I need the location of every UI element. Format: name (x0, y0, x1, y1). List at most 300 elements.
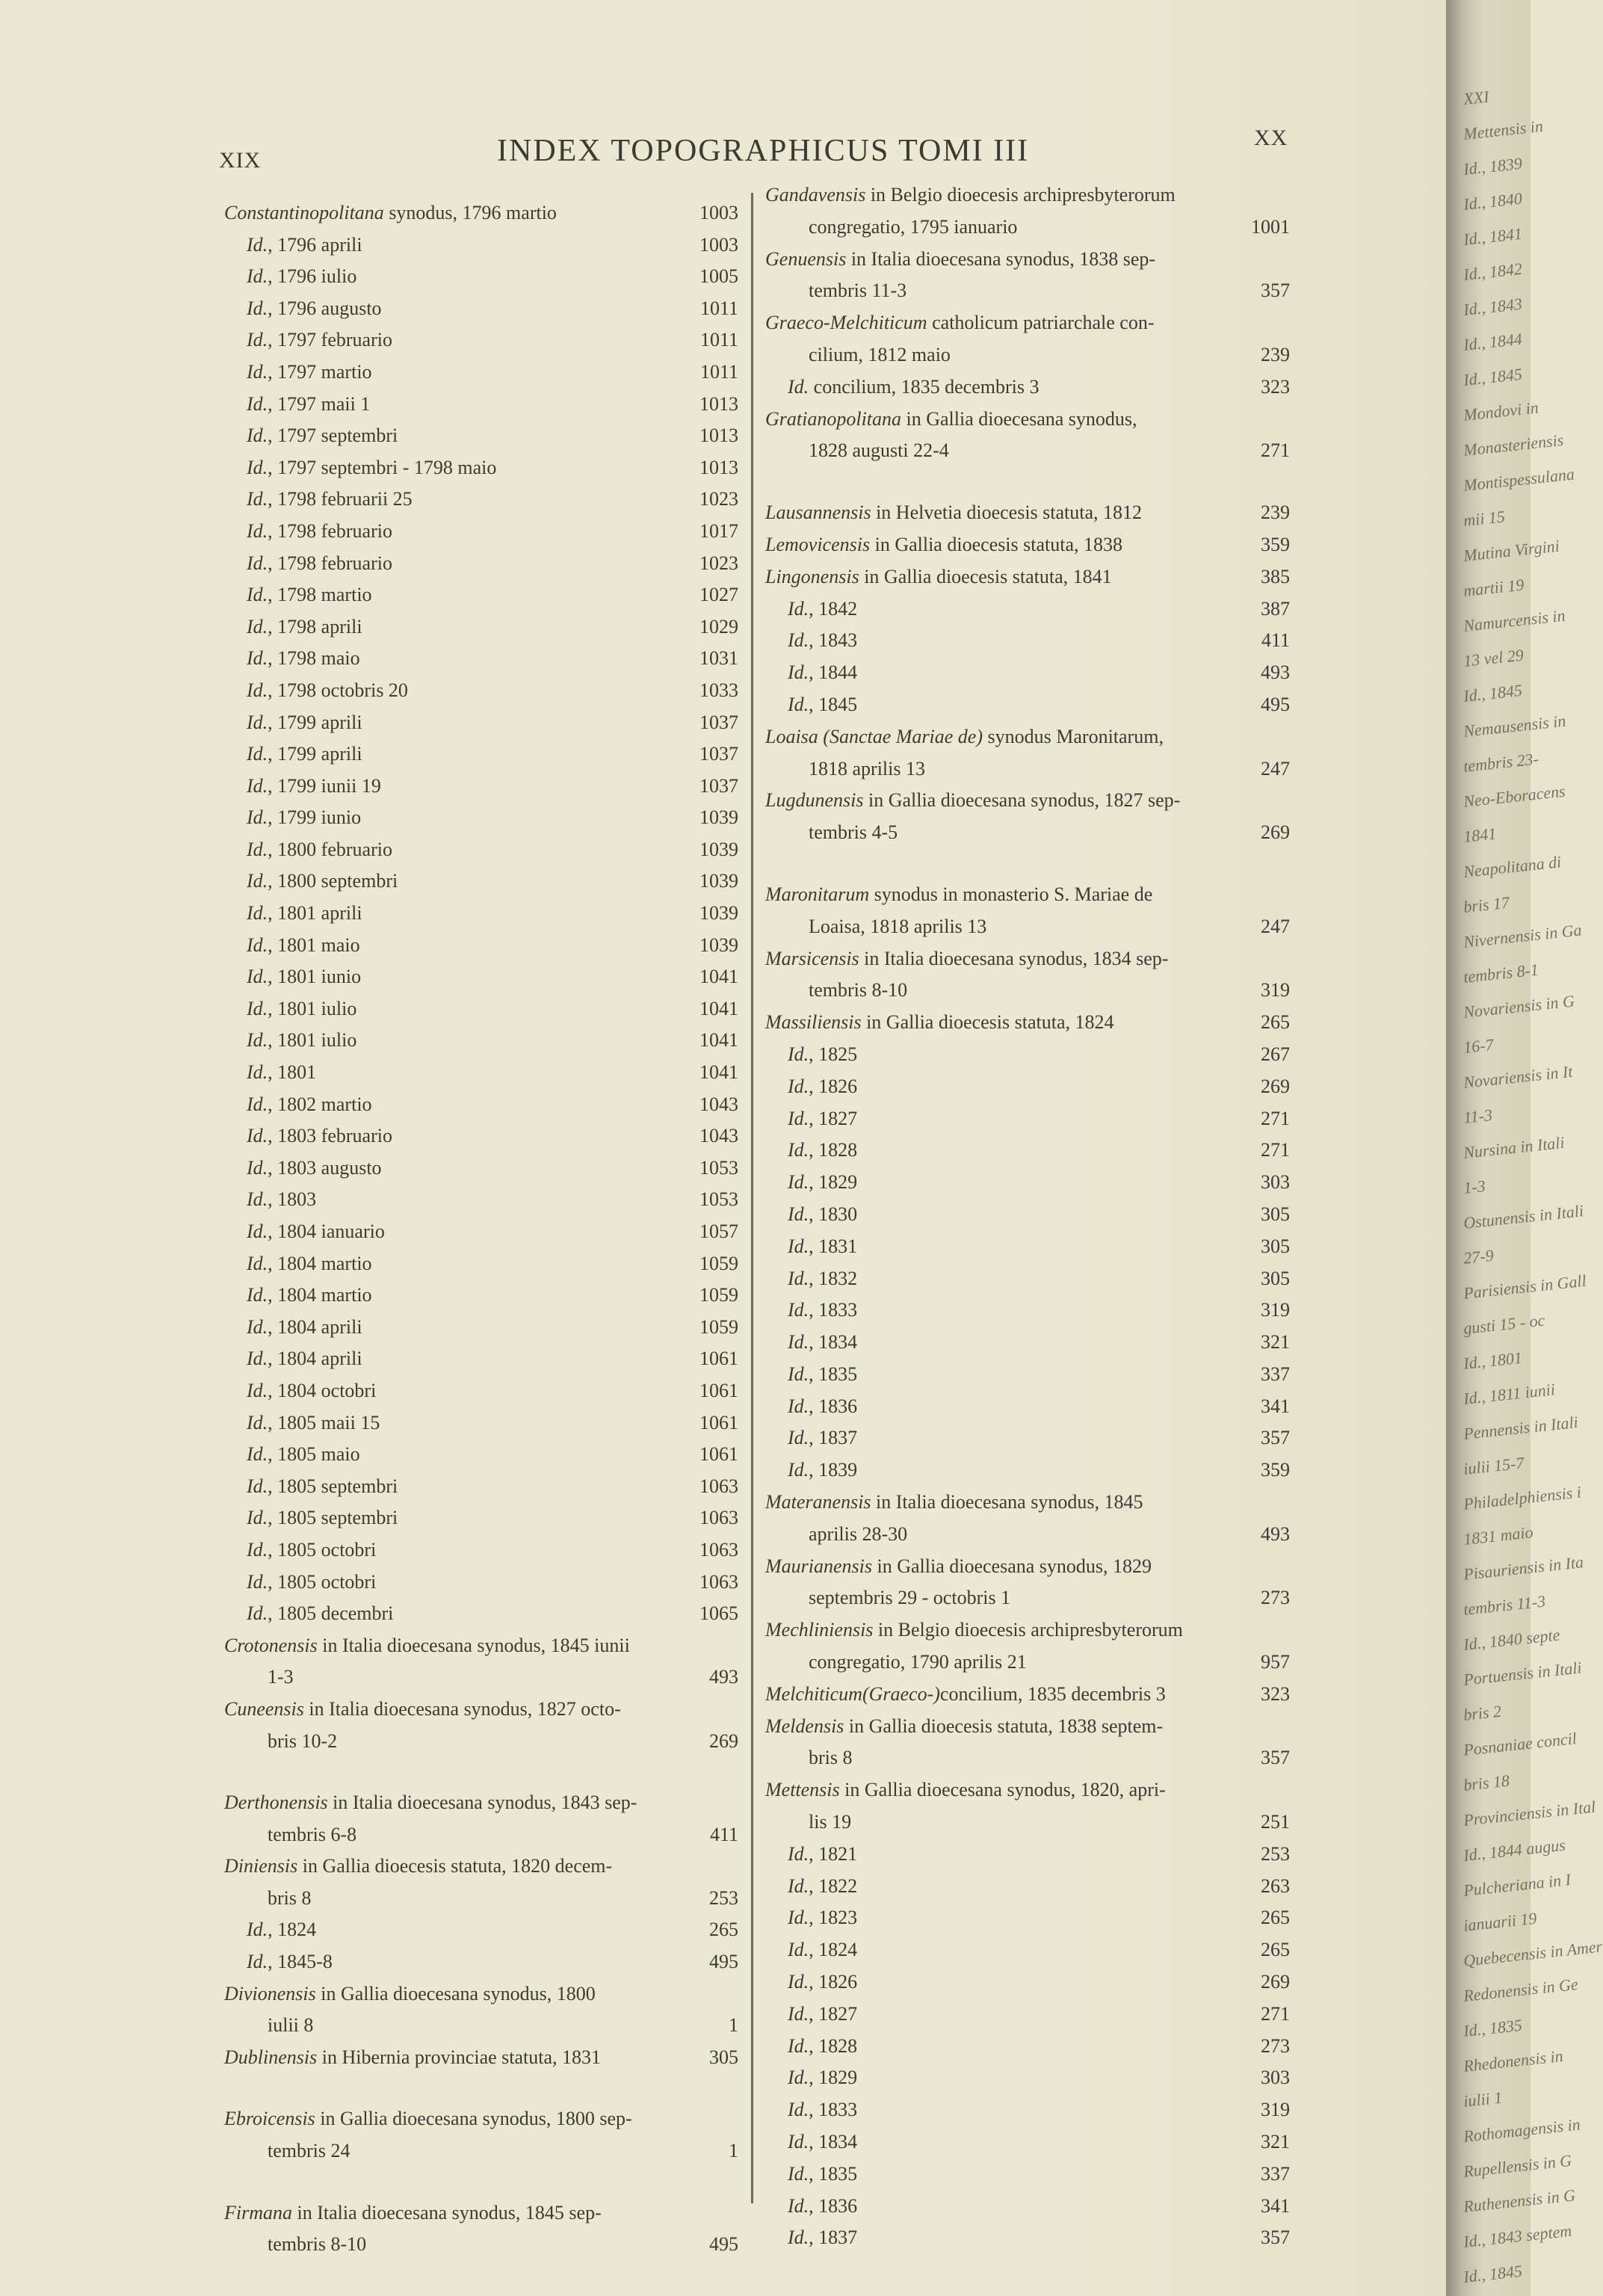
entry-text: , 1833 (809, 2099, 858, 2121)
entry-line (765, 404, 1290, 436)
page-reference: 495 (1261, 693, 1290, 715)
entry-line (765, 2062, 1290, 2094)
index-entry (765, 1231, 1290, 1263)
next-page-fragment: Rothomagensis in (1463, 2114, 1581, 2146)
page-reference: 1039 (699, 902, 738, 925)
idem-abbrev: Id. (788, 1203, 809, 1225)
entry-text: , 1801 iulio (268, 1029, 357, 1052)
entry-line (765, 1774, 1290, 1806)
entry-text: , 1824 (268, 1919, 317, 1941)
entry-continuation (765, 911, 1290, 943)
entry-text: in Italia dioecesana synodus, 1845 iunii (317, 1634, 630, 1656)
index-entry (224, 293, 738, 325)
entry-text: in Italia dioecesana synodus, 1834 sep- (859, 947, 1169, 969)
index-entry (224, 1978, 738, 2042)
next-page-fragment: 1-3 (1463, 1176, 1486, 1197)
page-reference: 1061 (699, 1443, 738, 1466)
entry-text: , 1803 augusto (268, 1156, 382, 1179)
page-reference: 1053 (699, 1156, 738, 1179)
entry-text: , 1834 (809, 1331, 858, 1354)
entry-continuation (224, 1726, 738, 1758)
next-page-fragment: bris 17 (1463, 892, 1511, 916)
page-reference: 1043 (699, 1125, 738, 1147)
page-reference: 1063 (699, 1570, 738, 1593)
next-page-fragment: gusti 15 - oc (1463, 1310, 1546, 1338)
index-entry (765, 179, 1290, 244)
entry-text: concilium, 1835 decembris 3 (939, 1682, 1166, 1705)
entry-line (224, 1694, 738, 1726)
idem-abbrev: Id. (788, 1331, 809, 1354)
idem-abbrev: Id. (247, 1443, 268, 1466)
idem-abbrev: Id. (247, 1315, 268, 1338)
index-entry (765, 1199, 1290, 1231)
entry-line (224, 261, 738, 293)
index-entry (224, 1407, 738, 1439)
idem-abbrev: Id. (788, 1107, 809, 1129)
entry-text: in Gallia dioecesis statuta, 1838 septem- (844, 1715, 1164, 1737)
page-reference: 357 (1261, 1427, 1290, 1449)
entry-line (224, 707, 738, 739)
entry-text: , 1804 martio (268, 1252, 372, 1274)
entry-line (765, 1327, 1290, 1359)
idem-abbrev: Id. (247, 1538, 268, 1561)
entry-line (765, 1454, 1290, 1487)
entry-text: , 1796 augusto (268, 297, 382, 319)
entry-line (765, 1487, 1290, 1519)
entry-text: , 1799 aprili (268, 743, 362, 765)
entry-line (765, 1871, 1290, 1903)
index-entry (765, 1135, 1290, 1167)
left-index-column (224, 197, 738, 2261)
page-reference: 1037 (699, 711, 738, 733)
page-reference: 337 (1261, 1363, 1290, 1385)
entry-line (224, 1439, 738, 1471)
entry-line (224, 961, 738, 993)
entry-continuation (765, 1519, 1290, 1551)
entry-text: , 1796 aprili (268, 233, 362, 256)
index-entry (765, 657, 1290, 689)
entry-text: , 1836 (809, 2194, 858, 2217)
page-reference: 1041 (699, 1061, 738, 1084)
entry-line (224, 229, 738, 262)
idem-abbrev: Id. (788, 1363, 809, 1385)
index-entry (765, 529, 1290, 561)
entry-continuation-text: Loaisa, 1818 aprilis 13 (809, 915, 987, 937)
idem-abbrev: Id. (247, 233, 268, 256)
entry-text: concilium, 1835 decembris 3 (809, 375, 1040, 398)
entry-line (765, 1103, 1290, 1135)
entry-text: , 1833 (809, 1299, 858, 1321)
place-name: Genuensis (765, 247, 847, 270)
page-reference: 1063 (699, 1475, 738, 1497)
page-title: INDEX TOPOGRAPHICUS TOMI III (497, 134, 1030, 168)
index-entry (224, 898, 738, 930)
index-entry (765, 1007, 1290, 1039)
entry-text: in Helvetia dioecesis statuta, 1812 (871, 502, 1143, 524)
next-page-fragment: Id., 1844 augus (1463, 1835, 1566, 1865)
index-entry (765, 1999, 1290, 2031)
entry-gap (224, 1757, 738, 1787)
index-entry (224, 643, 738, 675)
place-name: Maronitarum (765, 883, 870, 905)
idem-abbrev: Id. (247, 1507, 268, 1529)
idem-abbrev: Id. (247, 519, 268, 542)
entry-line (765, 1359, 1290, 1391)
entry-line (765, 561, 1290, 593)
index-entry (765, 1839, 1290, 1871)
index-entry (765, 1422, 1290, 1454)
entry-line (765, 1999, 1290, 2031)
entry-continuation-text: 1828 augusti 22-4 (809, 439, 949, 462)
next-page-fragment: Rupellensis in G (1463, 2150, 1573, 2181)
next-page-fragment: Mettensis in (1463, 116, 1544, 144)
next-page-fragment: 16-7 (1463, 1034, 1495, 1057)
right-page-number: XX (1254, 126, 1288, 150)
page-reference: 1063 (699, 1507, 738, 1529)
idem-abbrev: Id. (247, 1348, 268, 1370)
next-page-fragment: Neo-Eboracens (1463, 781, 1566, 811)
index-entry (765, 2126, 1290, 2158)
entry-line (765, 307, 1290, 339)
entry-text: in Belgio dioecesis archipresbyterorum (873, 1619, 1183, 1641)
idem-abbrev: Id. (247, 584, 268, 606)
entry-line (765, 1167, 1290, 1199)
entry-text: , 1798 octobris 20 (268, 679, 408, 701)
idem-abbrev: Id. (247, 1156, 268, 1179)
entry-line (224, 2197, 738, 2229)
entry-line (765, 1135, 1290, 1167)
next-page-fragment: martii 19 (1463, 575, 1525, 600)
entry-line (224, 1120, 738, 1152)
index-entry (224, 611, 738, 644)
entry-line (224, 1978, 738, 2010)
entry-line (765, 1294, 1290, 1327)
idem-abbrev: Id. (247, 647, 268, 670)
next-page-edge (1446, 0, 1603, 2296)
place-name: Massiliensis (765, 1011, 862, 1034)
page-reference: 493 (1261, 1522, 1290, 1545)
page-reference: 271 (1261, 1139, 1290, 1161)
next-page-fragment: Mutina Virgini (1463, 536, 1560, 565)
entry-line (765, 657, 1290, 689)
entry-line (224, 579, 738, 611)
entry-text: in Belgio dioecesis archipresbyterorum (865, 184, 1176, 206)
index-entry (765, 1487, 1290, 1551)
entry-text: in Gallia dioecesana synodus, 1800 (315, 1982, 596, 2005)
entry-line (765, 1391, 1290, 1423)
entry-text: , 1821 (809, 1842, 858, 1865)
entry-continuation-text: septembris 29 - octobris 1 (809, 1587, 1011, 1609)
idem-abbrev: Id. (788, 1299, 809, 1321)
entry-line (765, 497, 1290, 529)
entry-text: , 1834 (809, 2131, 858, 2153)
idem-abbrev: Id. (247, 1379, 268, 1401)
entry-continuation (765, 339, 1290, 371)
index-entry (224, 1248, 738, 1280)
entry-line (224, 357, 738, 389)
entry-line (224, 1567, 738, 1599)
entry-text: , 1796 iulio (268, 265, 357, 288)
entry-continuation-text: bris 8 (809, 1747, 853, 1769)
entry-text: in Italia dioecesana synodus, 1827 octo- (303, 1697, 621, 1720)
entry-text: , 1797 septembri (268, 425, 398, 447)
entry-text: , 1798 februarii 25 (268, 488, 413, 510)
page-reference: 251 (1261, 1811, 1290, 1833)
entry-line (765, 1071, 1290, 1103)
idem-abbrev: Id. (247, 552, 268, 574)
index-entry (224, 229, 738, 262)
page-reference: 247 (1261, 915, 1290, 937)
page-reference: 1039 (699, 933, 738, 956)
index-entry (765, 1934, 1290, 1966)
entry-text: , 1804 martio (268, 1284, 372, 1306)
entry-text: , 1805 septembri (268, 1475, 398, 1497)
page-reference: 1061 (699, 1379, 738, 1401)
next-page-fragment: Nemausensis in (1463, 711, 1567, 741)
idem-abbrev: Id. (788, 2226, 809, 2249)
index-entry (765, 561, 1290, 593)
idem-abbrev: Id. (247, 870, 268, 892)
entry-text: in Italia dioecesana synodus, 1838 sep- (846, 247, 1156, 270)
index-entry (224, 1280, 738, 1312)
entry-text: , 1801 aprili (268, 902, 362, 925)
entry-line (765, 1679, 1290, 1711)
entry-continuation-text: tembris 6-8 (268, 1823, 357, 1845)
entry-line (224, 993, 738, 1025)
entry-text: in Gallia dioecesana synodus, 1827 sep- (863, 789, 1181, 812)
idem-abbrev: Id. (247, 1475, 268, 1497)
next-page-fragment: Pulcheriana in I (1463, 1869, 1572, 1900)
entry-line (765, 1902, 1290, 1934)
page-reference: 1065 (699, 1602, 738, 1625)
index-entry (224, 548, 738, 580)
entry-continuation-text: tembris 8-10 (268, 2233, 367, 2256)
next-page-fragment: ianuarii 19 (1463, 1908, 1538, 1935)
entry-continuation-text: 1-3 (268, 1666, 294, 1688)
index-entry (224, 1439, 738, 1471)
entry-continuation (224, 2229, 738, 2261)
index-entry (765, 689, 1290, 721)
idem-abbrev: Id. (788, 1971, 809, 1993)
idem-abbrev: Id. (788, 1235, 809, 1257)
entry-continuation-text: lis 19 (809, 1811, 852, 1833)
index-entry (765, 1902, 1290, 1934)
entry-line (224, 865, 738, 898)
entry-text: , 1805 octobri (268, 1538, 377, 1561)
next-page-fragment: 13 vel 29 (1463, 645, 1525, 670)
next-page-fragment: Posnaniae concil (1463, 1729, 1578, 1759)
idem-abbrev: Id. (247, 966, 268, 988)
idem-abbrev: Id. (788, 1427, 809, 1449)
page-reference: 1 (729, 2140, 738, 2162)
entry-line (224, 548, 738, 580)
page-reference: 385 (1261, 565, 1290, 587)
next-page-fragment: Parisiensis in Gall (1463, 1271, 1587, 1303)
page-reference: 265 (709, 1919, 738, 1941)
next-page-fragment: Pisauriensis in Ita (1463, 1552, 1585, 1584)
place-name: Diniensis (224, 1855, 298, 1877)
next-page-fragment: bris 2 (1463, 1701, 1503, 1724)
page-reference: 271 (1261, 2002, 1290, 2025)
page-reference: 265 (1261, 1011, 1290, 1034)
index-entry (765, 1327, 1290, 1359)
index-entry (765, 1614, 1290, 1679)
index-entry (765, 785, 1290, 849)
index-entry (224, 771, 738, 803)
next-page-fragment: tembris 8-1 (1463, 960, 1539, 987)
page-reference: 303 (1261, 1171, 1290, 1194)
entry-line (224, 643, 738, 675)
index-entry (765, 1039, 1290, 1071)
entry-continuation-text: congregatio, 1790 aprilis 21 (809, 1651, 1027, 1673)
entry-line (765, 593, 1290, 626)
entry-continuation (765, 1742, 1290, 1774)
entry-gap (765, 849, 1290, 879)
index-entry (224, 579, 738, 611)
page-reference: 1037 (699, 743, 738, 765)
entry-line (224, 389, 738, 421)
index-entry (765, 1359, 1290, 1391)
index-entry (765, 943, 1290, 1007)
index-entry (224, 2103, 738, 2167)
entry-text: , 1799 aprili (268, 711, 362, 733)
idem-abbrev: Id. (788, 629, 809, 652)
idem-abbrev: Id. (247, 679, 268, 701)
index-entry (224, 1502, 738, 1534)
page-reference: 493 (709, 1666, 738, 1688)
entry-line (765, 1007, 1290, 1039)
idem-abbrev: Id. (788, 2099, 809, 2121)
entry-text: , 1803 februario (268, 1125, 392, 1147)
next-page-fragment: Id., 1801 (1463, 1348, 1524, 1373)
entry-line (765, 721, 1290, 753)
page-reference: 323 (1261, 1682, 1290, 1705)
next-page-fragment: Ostunensis in Itali (1463, 1201, 1585, 1232)
entry-continuation-text: 1818 aprilis 13 (809, 757, 925, 780)
page-reference: 1013 (699, 392, 738, 415)
page-reference: 359 (1261, 533, 1290, 555)
entry-text: , 1827 (809, 2002, 858, 2025)
entry-line (765, 244, 1290, 276)
entry-line (765, 1966, 1290, 1999)
entry-continuation-text: tembris 11-3 (809, 280, 907, 302)
next-page-fragment: bris 18 (1463, 1771, 1511, 1794)
entry-text: in Gallia dioecesana synodus, 1820, apri- (839, 1779, 1166, 1801)
entry-line (224, 1280, 738, 1312)
index-entry (224, 993, 738, 1025)
idem-abbrev: Id. (788, 375, 809, 398)
entry-line (765, 1199, 1290, 1231)
left-page-number: XIX (219, 148, 262, 173)
index-entry (765, 1103, 1290, 1135)
entry-text: in Gallia dioecesana synodus, 1829 (872, 1555, 1152, 1577)
entry-continuation (765, 275, 1290, 307)
index-entry (224, 1534, 738, 1567)
entry-line (224, 1471, 738, 1503)
entry-text: , 1802 martio (268, 1093, 372, 1115)
entry-text: , 1804 ianuario (268, 1220, 385, 1242)
page-reference: 411 (709, 1823, 738, 1845)
next-page-fragment: 1841 (1463, 824, 1498, 846)
page-reference: 1041 (699, 1029, 738, 1052)
entry-text: , 1797 septembri - 1798 maio (268, 456, 497, 478)
entry-line (224, 1946, 738, 1978)
index-entry (224, 1216, 738, 1248)
place-name: Melchiticum(Graeco-) (765, 1682, 940, 1705)
page-reference: 273 (1261, 1587, 1290, 1609)
entry-text: in Hibernia provinciae statuta, 1831 (317, 2046, 602, 2068)
entry-text: , 1797 maii 1 (268, 392, 371, 415)
page-reference: 271 (1261, 1107, 1290, 1129)
entry-line (765, 2126, 1290, 2158)
next-page-fragment: Novariensis in G (1463, 991, 1575, 1022)
index-entry (224, 1694, 738, 1757)
index-entry (765, 879, 1290, 943)
entry-text: , 1799 iunii 19 (268, 774, 381, 797)
entry-line (224, 484, 738, 516)
idem-abbrev: Id. (247, 838, 268, 860)
entry-text: in Gallia dioecesis statuta, 1838 (870, 533, 1123, 555)
entry-line (765, 1263, 1290, 1295)
index-entry (224, 802, 738, 834)
entry-text: , 1837 (809, 2226, 858, 2249)
idem-abbrev: Id. (788, 1395, 809, 1417)
idem-abbrev: Id. (788, 1874, 809, 1897)
page-reference: 495 (709, 1951, 738, 1973)
idem-abbrev: Id. (788, 1139, 809, 1161)
entry-text: , 1797 februario (268, 329, 392, 351)
idem-abbrev: Id. (247, 806, 268, 829)
place-name: Lugdunensis (765, 789, 864, 812)
page-reference: 265 (1261, 1939, 1290, 1961)
entry-gap (765, 467, 1290, 497)
idem-abbrev: Id. (788, 1267, 809, 1289)
entry-text: , 1798 maio (268, 647, 360, 670)
entry-text: , 1805 septembri (268, 1507, 398, 1529)
entry-text: , 1800 septembri (268, 870, 398, 892)
page-reference: 1031 (699, 647, 738, 670)
page-reference: 273 (1261, 2034, 1290, 2057)
page-reference: 1033 (699, 679, 738, 701)
page-reference: 1023 (699, 552, 738, 574)
index-entry (224, 1630, 738, 1694)
index-entry (224, 516, 738, 548)
index-entry (224, 197, 738, 229)
entry-continuation (224, 2135, 738, 2167)
entry-continuation (224, 1661, 738, 1694)
index-entry (765, 307, 1290, 371)
next-page-fragment: Id., 1843 septem (1463, 2221, 1573, 2251)
index-entry (224, 1152, 738, 1185)
entry-text: , 1829 (809, 1171, 858, 1194)
entry-text: in Italia dioecesana synodus, 1845 sep- (292, 2201, 602, 2224)
page-reference: 323 (1261, 375, 1290, 398)
idem-abbrev: Id. (788, 1939, 809, 1961)
index-entry (224, 484, 738, 516)
index-entry (765, 1167, 1290, 1199)
entry-text: , 1835 (809, 2162, 858, 2185)
idem-abbrev: Id. (788, 2034, 809, 2057)
idem-abbrev: Id. (788, 1907, 809, 1929)
entry-line (224, 738, 738, 771)
entry-line (224, 1375, 738, 1407)
entry-text: , 1839 (809, 1459, 858, 1481)
entry-line (224, 1216, 738, 1248)
page-reference: 341 (1261, 1395, 1290, 1417)
entry-text: , 1798 februario (268, 519, 392, 542)
index-entry (224, 834, 738, 866)
idem-abbrev: Id. (788, 1043, 809, 1065)
